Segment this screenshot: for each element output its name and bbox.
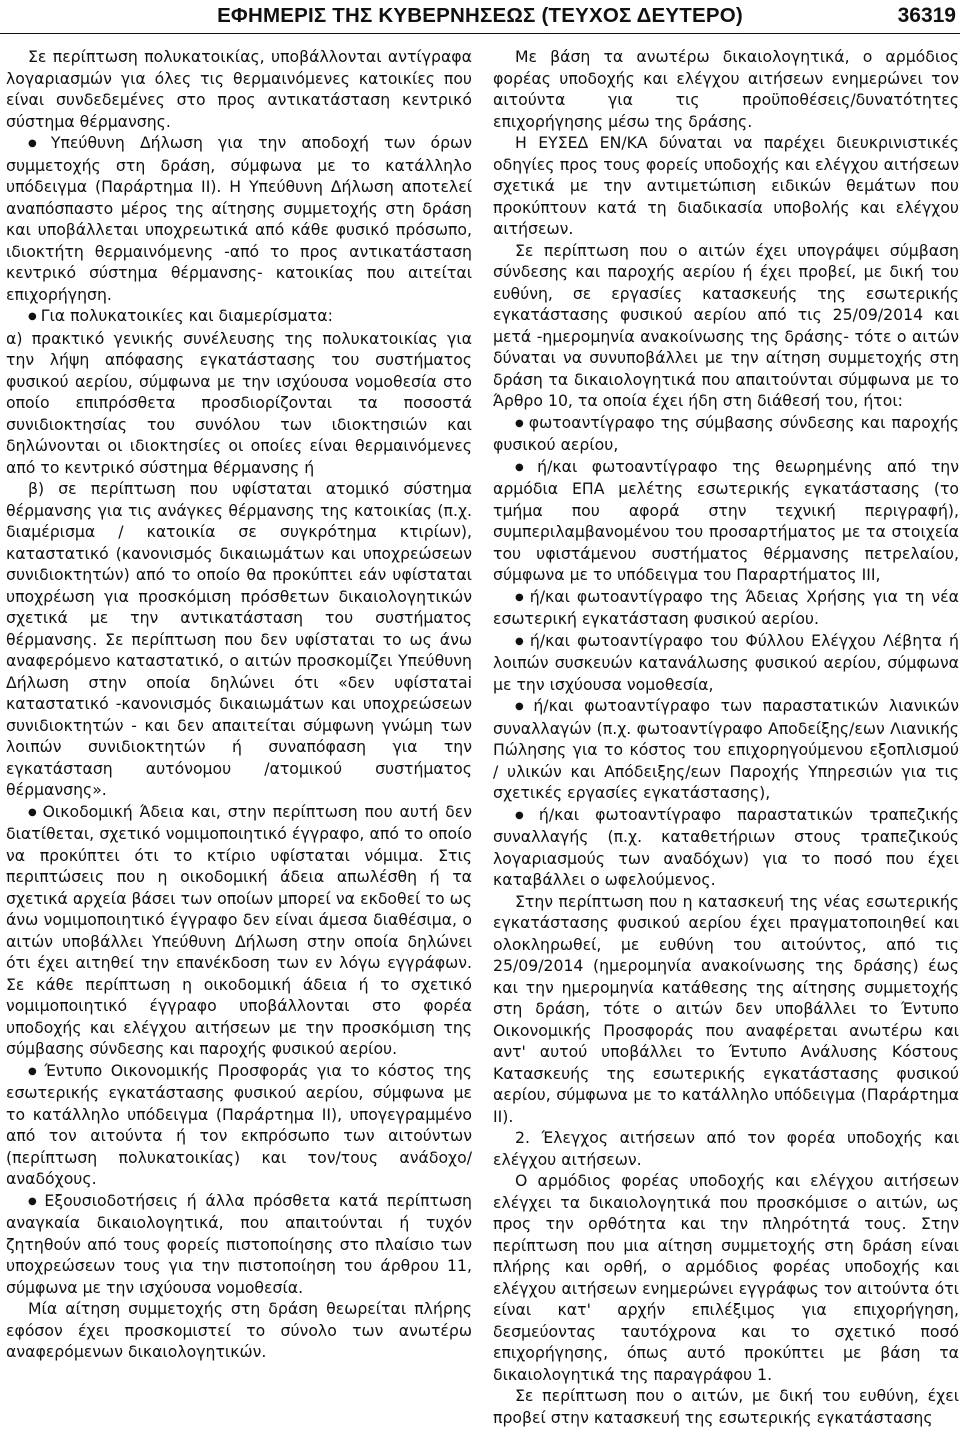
bullet-icon: ● xyxy=(28,311,37,322)
bullet-paragraph xyxy=(6,305,472,328)
paragraph-text: ή/και φωτοαντίγραφο παραστατικών τραπεζικής συναλλαγής (π.χ. καταθετήριων στους τραπεζικούς λογαριασμούς των αναδόχων) για το ποσό που έχει καταβάλλει ο ωφελούμενος. xyxy=(493,804,959,889)
header-rule xyxy=(0,33,960,34)
bullet-icon: ● xyxy=(28,1065,41,1077)
bullet-paragraph xyxy=(493,630,959,696)
paragraph-text: ή/και φωτοαντίγραφο της θεωρημένης από την αρμόδια ΕΠΑ μελέτης εσωτερικής εγκατάστασης (το τμήμα που αφορά στην τεχνική περιγραφή), συμπεριλαμβανομένου του προσαρτήματος με τα στοιχεία του υφιστάμενου συστήματος θέρμανσης πετρελαίου, σύμφωνα με το υπόδειγμα του Παραρτήματος ΙΙΙ, xyxy=(493,456,959,584)
paragraph: β) σε περίπτωση που υφίσταται ατομικό σύστημα θέρμανσης για τις ανάγκες θέρμανσης της κατοικίας (π.χ. διαμέρισμα / κατοικία σε συγκρότημα κτιρίων), καταστατικό (κανονισμός δικαιωμάτων και υποχρεώσεων συνιδιοκτητών) από το οποίο θα προκύπτει εάν υφίσταται υποχρέωση για προσκόμιση πρόσθετων δικαιολογητικών σχετικά με την αντικατάσταση του συστήματος θέρμανσης. Σε περίπτωση που δεν υφίσταται το ως άνω αναφερόμενο καταστατικό, ο αιτών προσκομίζει Υπεύθυνη Δήλωση στην οποία δηλώνει ότι «δεν υφίστατai καταστατικό -κανονισμός δικαιωμάτων και υποχρεώσεων συνιδιοκτητών - και δεν απαιτείται σύμφωνη γνώμη των λοιπών συνιδιοκτητών ή συναπόφαση για την εγκατάσταση αυτόνομου /ατομικού συστήματος θέρμανσης». xyxy=(6,479,472,799)
bullet-paragraph xyxy=(493,456,959,586)
bullet-paragraph xyxy=(6,1190,472,1299)
paragraph-text: Οικοδομική Άδεια και, στην περίπτωση που αυτή δεν διατίθεται, σχετικό νομιμοποιητικό έγγραφο, από το οποίο να προκύπτει ότι το κτίριο υφίσταται νόμιμα. Στις περιπτώσεις που η οικοδομική άδεια απωλέσθη ή τα σχετικά αρχεία βάσει των οποίων μπορεί να εκδοθεί το ως άνω νομιμοποιητικό έγγραφο δεν είναι άμεσα διαθέσιμα, ο αιτών υποβάλλει Υπεύθυνη Δήλωση στην οποία δηλώνει ότι έχει αιτηθεί την επανέκδοση των εν λόγω εγγράφων. Σε κάθε περίπτωση η οικοδομική άδεια ή το σχετικό νομιμοποιητικό έγγραφο υποβάλλονται στο φορέα υποδοχής και ελέγχου αιτήσεων με την προσκόμιση της σύμβασης σύνδεσης και παροχής φυσικού αερίου. xyxy=(6,801,472,1058)
bullet-paragraph xyxy=(6,801,472,1060)
paragraph-text: ή/και φωτοαντίγραφο των παραστατικών λιανικών συναλλαγών (π.χ. φωτοαντίγραφο Αποδείξης/εων Λιανικής Πώλησης για το κόστος του επιχορηγούμενου εξοπλισμού / υλικών και Απόδειξης/εων Παροχής Υπηρεσιών για τις σχετικές εργασίες εγκατάστασης), xyxy=(493,696,959,802)
gazette-title: ΕΦΗΜΕΡΙΣ ΤΗΣ ΚΥΒΕΡΝΗΣΕΩΣ (ΤΕΥΧΟΣ ΔΕΥΤΕΡΟ) xyxy=(217,4,743,27)
bullet-paragraph xyxy=(493,804,959,891)
bullet-paragraph xyxy=(6,132,472,305)
bullet-paragraph xyxy=(493,586,959,630)
page-header xyxy=(0,0,960,36)
paragraph: α) πρακτικό γενικής συνέλευσης της πολυκατοικίας για την λήψη απόφασης εγκατάστασης του συστήματος φυσικού αερίου, σύμφωνα με την ισχύουσα νομοθεσία στο οποίο επιπρόσθετα προσδιορίζονται τα ποσοστά συνιδιοκτησίας του συνόλου των ιδιοκτησιών και δηλώνονται οι ιδιοκτησίες οι οποίες είναι θερμαινόμενες από το κεντρικό σύστημα θέρμανσης ή xyxy=(6,328,472,477)
bullet-icon: ● xyxy=(28,806,39,818)
right-column xyxy=(493,46,959,1428)
paragraph: Η ΕΥΣΕΔ ΕΝ/ΚΑ δύναται να παρέχει διευκρινιστικές οδηγίες προς τους φορείς υποδοχής και ελέγχου αιτήσεων σχετικά με την αντιμετώπιση ειδικών θεμάτων που προκύπτουν κατά τη διαδικασία υποβολής και ελέγχου αιτήσεων. xyxy=(493,133,959,238)
left-column xyxy=(6,46,472,1363)
paragraph: Μία αίτηση συμμετοχής στη δράση θεωρείται πλήρης εφόσον έχει προσκομιστεί το σύνολο των ανωτέρω αναφερόμενων δικαιολογητικών. xyxy=(6,1299,472,1361)
bullet-paragraph xyxy=(6,1060,472,1190)
paragraph-text: ή/και φωτοαντίγραφο του Φύλλου Ελέγχου Λέβητα ή λοιπών συσκευών κατανάλωσης φυσικού αερίου, σύμφωνα με την ισχύουσα νομοθεσία, xyxy=(493,630,959,694)
bullet-icon: ● xyxy=(515,417,525,429)
bullet-icon: ● xyxy=(515,635,526,647)
section-heading: 2. Έλεγχος αιτήσεων από τον φορέα υποδοχής και ελέγχου αιτήσεων. xyxy=(493,1128,959,1169)
paragraph-text: Έντυπο Οικονομικής Προσφοράς για το κόστος της εσωτερικής εγκατάστασης φυσικού αερίου, σύμφωνα με το κατάλληλο υπόδειγμα (Παράρτημα ΙΙ), υπογεγραμμένο από τον αιτούντα ή τον εκπρόσωπο των αιτούντων (περίπτωση πολυκατοικίας) και τον/τους ανάδοχο/αναδόχους. xyxy=(6,1060,472,1188)
bullet-icon: ● xyxy=(515,591,526,603)
paragraph: Με βάση τα ανωτέρω δικαιολογητικά, ο αρμόδιος φορέας υποδοχής και ελέγχου αιτήσεων ενημερώνει τον αιτούντα για τις προϋποθέσεις/δυνατότητες επιχορήγησης μέσω της δράσης. xyxy=(493,47,959,131)
bullet-paragraph xyxy=(493,412,959,456)
paragraph-text: Υπεύθυνη Δήλωση για την αποδοχή των όρων συμμετοχής στη δράση, σύμφωνα με το κατάλληλο υπόδειγμα (Παράρτημα ΙΙ). Η Υπεύθυνη Δήλωση αποτελεί αναπόσπαστο μέρος της αίτησης συμμετοχής στη δράση και υποβάλλεται υποχρεωτικά από κάθε φυσικό πρόσωπο, ιδιοκτήτη θερμαινόμενης -από το προς αντικατάσταση κεντρικό σύστημα θέρμανσης- κατοικίας που αιτείται επιχορήγηση. xyxy=(6,133,472,304)
bullet-icon: ● xyxy=(515,461,534,473)
bullet-icon: ● xyxy=(515,701,530,712)
paragraph-text: Για πολυκατοικίες και διαμερίσματα: xyxy=(40,306,333,325)
paragraph: Σε περίπτωση που ο αιτών έχει υπογράψει σύμβαση σύνδεσης και παροχής αερίου ή έχει προβεί, με δική του ευθύνη, σε εργασίες κατασκευής της εσωτερικής εγκατάστασης φυσικού αερίου από τις 25/09/2014 και μετά -ημερομηνία ανακοίνωσης της δράσης- τότε ο αιτών δύναται να συνυποβάλλει με την αίτηση συμμετοχής στη δράση τα δικαιολογητικά που απαιτούνται σύμφωνα με το Άρθρο 10, τα οποία έχει ήδη στη διάθεσή του, ήτοι: xyxy=(493,240,959,410)
paragraph: Στην περίπτωση που η κατασκευή της νέας εσωτερικής εγκατάστασης φυσικού αερίου έχει πραγματοποιηθεί και ολοκληρωθεί, με ευθύνη του αιτούντος, από τις 25/09/2014 (ημερομηνία ανακοίνωσης της δράσης) έως και την ημερομηνία κατάθεσης της αίτησης συμμετοχής στη δράση, τότε ο αιτών δεν υποβάλλει το Έντυπο Οικονομικής Προσφοράς που αναφέρεται ανωτέρω και αντ' αυτού υποβάλλει το Έντυπο Ανάλυσης Κόστους Κατασκευής της εσωτερικής εγκατάστασης φυσικού αερίου, σύμφωνα με το κατάλληλο υπόδειγμα (Παράρτημα ΙΙ). xyxy=(493,891,959,1126)
bullet-icon: ● xyxy=(28,138,47,149)
paragraph-text: ή/και φωτοαντίγραφο της Άδειας Χρήσης για τη νέα εσωτερική εγκατάσταση φυσικού αερίου. xyxy=(493,586,959,628)
paragraph-text: φωτοαντίγραφο της σύμβασης σύνδεσης και παροχής φυσικού αερίου, xyxy=(493,412,959,454)
page-number: 36319 xyxy=(897,4,956,27)
bullet-icon: ● xyxy=(515,809,535,821)
paragraph-text: Εξουσιοδοτήσεις ή άλλα πρόσθετα κατά περίπτωση αναγκαία δικαιολογητικά, που απαιτούνται ή τυχόν ζητηθούν από τους φορείς πιστοποίησης στο πλαίσιο των υποχρεώσεων τους για την πιστοποίηση του άρθρου 11, σύμφωνα με την ισχύουσα νομοθεσία. xyxy=(6,1190,472,1297)
paragraph: Ο αρμόδιος φορέας υποδοχής και ελέγχου αιτήσεων ελέγχει τα δικαιολογητικά που προσκόμισε ο αιτών, ως προς την ορθότητα και την πληρότητά τους. Στην περίπτωση που μια αίτηση συμμετοχής στη δράση είναι πλήρης και ορθή, ο αρμόδιος φορέας υποδοχής και ελέγχου αιτήσεων ενημερώνει εγγράφως τον αιτούντα ότι είναι κατ' αρχήν επιλέξιμος για επιχορήγηση, δεσμεύοντας ταυτόχρονα και το σχετικό ποσό επιχορήγησης, όπως αυτό προκύπτει με βάση τα δικαιολογητικά της παραγράφου 1. xyxy=(493,1171,959,1384)
paragraph: Σε περίπτωση πολυκατοικίας, υποβάλλονται αντίγραφα λογαριασμών για όλες τις θερμαινόμενες κατοικίες που είναι συνδεδεμένες στο προς αντικατάσταση κεντρικό σύστημα θέρμανσης. xyxy=(6,47,472,131)
paragraph: Σε περίπτωση που ο αιτών, με δική του ευθύνη, έχει προβεί στην κατασκευή της εσωτερικής εγκατάστασης xyxy=(493,1386,959,1427)
bullet-paragraph xyxy=(493,695,959,804)
bullet-icon: ● xyxy=(28,1195,41,1207)
